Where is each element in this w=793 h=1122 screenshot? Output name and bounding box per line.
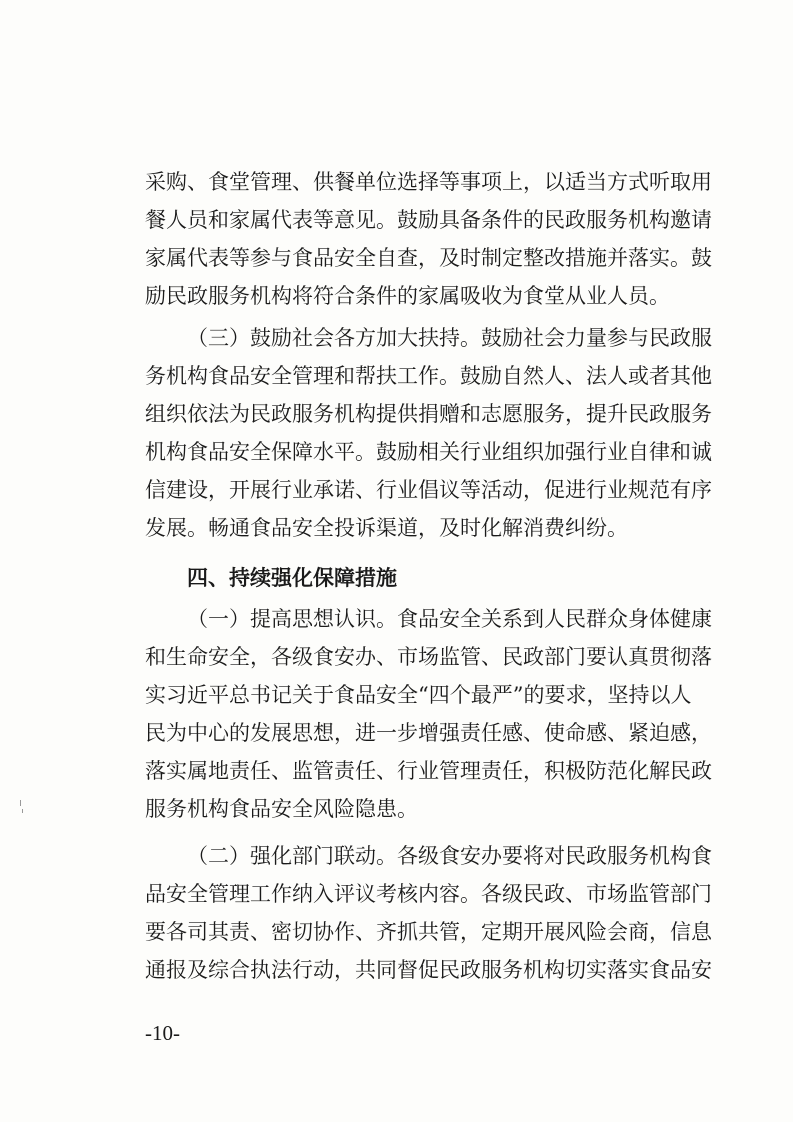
scan-mark [20,800,21,806]
paragraph-text: 各级食安办要将对民政服务机构食 [397,844,712,868]
paragraph-line: 通报及综合执法行动，共同督促民政服务机构切实落实食品安 [145,958,712,982]
paragraph-line: 采购、食堂管理、供餐单位选择等事项上，以适当方式听取用 [145,170,712,194]
paragraph-line-with-subheading [187,600,712,638]
paragraph-line: 餐人员和家属代表等意见。鼓励具备条件的民政服务机构邀请 [145,208,712,232]
paragraph-line: 组织依法为民政服务机构提供捐赠和志愿服务，提升民政服务 [145,402,712,426]
section-heading: 四、持续强化保障措施 [187,566,397,590]
paragraph-line: 家属代表等参与食品安全自查，及时制定整改措施并落实。鼓 [145,246,712,270]
paragraph-text: 食品安全关系到人民群众身体健康 [397,607,712,631]
paragraph-line: 机构食品安全保障水平。鼓励相关行业组织加强行业自律和诚 [145,440,712,464]
subheading-1: （一）提高思想认识。 [187,607,397,631]
paragraph-line: 落实属地责任、监管责任、行业管理责任，积极防范化解民政 [145,759,712,783]
paragraph-line: 励民政服务机构将符合条件的家属吸收为食堂从业人员。 [145,284,670,308]
subheading-2: （二）强化部门联动。 [187,844,397,868]
paragraph-line: 品安全管理工作纳入评议考核内容。各级民政、市场监管部门 [145,882,712,906]
paragraph-line: 实习近平总书记关于食品安全“四个最严”的要求，坚持以人 [145,683,692,707]
scan-mark [22,809,23,813]
paragraph-line: 要各司其责、密切协作、齐抓共管，定期开展风险会商，信息 [145,920,712,944]
paragraph-line: 服务机构食品安全风险隐患。 [145,797,418,821]
paragraph-line: 务机构食品安全管理和帮扶工作。鼓励自然人、法人或者其他 [145,364,712,388]
paragraph-text: 鼓励社会力量参与民政服 [481,326,712,350]
paragraph-line: 信建设，开展行业承诺、行业倡议等活动，促进行业规范有序 [145,478,712,502]
paragraph-line: 和生命安全，各级食安办、市场监管、民政部门要认真贯彻落 [145,645,712,669]
paragraph-line-with-subheading [187,319,712,357]
paragraph-line-with-subheading [187,837,712,875]
page-number: -10- [145,1021,180,1045]
subheading-3: （三）鼓励社会各方加大扶持。 [187,326,481,350]
paragraph-line: 发展。畅通食品安全投诉渠道，及时化解消费纠纷。 [145,516,628,540]
paragraph-line: 民为中心的发展思想，进一步增强责任感、使命感、紧迫感， [145,721,712,745]
